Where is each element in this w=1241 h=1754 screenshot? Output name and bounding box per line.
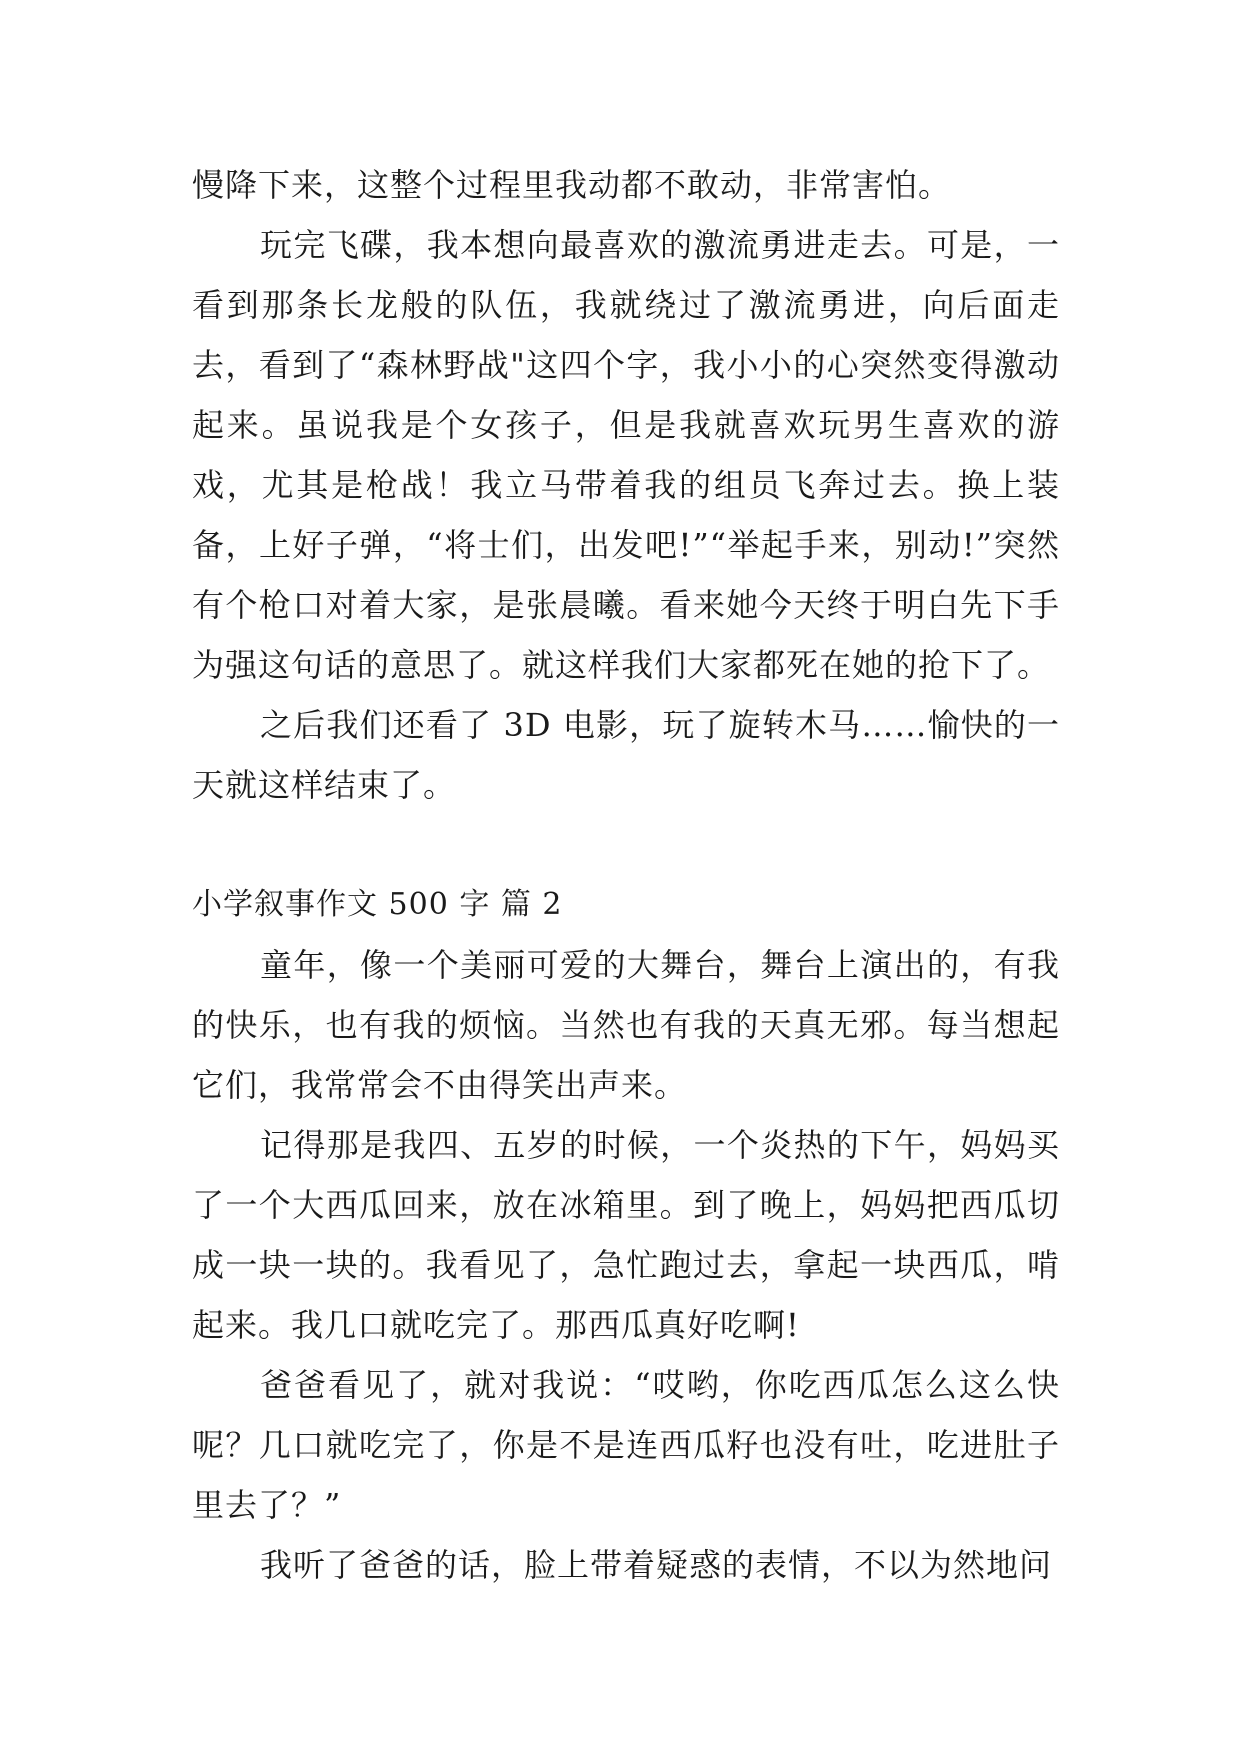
paragraph-childhood: 童年，像一个美丽可爱的大舞台，舞台上演出的，有我的快乐，也有我的烦恼。当然也有我的天真无邪。每当想起它们，我常常会不由得笑出声来。 [192,946,1060,1104]
section-title: 小学叙事作文 500 字 篇 2 [192,887,563,922]
paragraph-flying-saucer: 玩完飞碟，我本想向最喜欢的激流勇进走去。可是，一看到那条长龙般的队伍，我就绕过了激流勇进，向后面走去，看到了“森林野战"这四个字，我小小的心突然变得激动起来。虽说我是个女孩子，但是我就喜欢玩男生喜欢的游戏，尤其是枪战！我立马带着我的组员飞奔过去。换上装备，上好子弹，“将士们，出发吧!”“举起手来，别动!”突然有个枪口对着大家，是张晨曦。看来她今天终于明白先下手为强这句话的意思了。就这样我们大家都死在她的抢下了。 [192,226,1060,684]
paragraph-father-speaks: 爸爸看见了，就对我说：“哎哟，你吃西瓜怎么这么快呢？几口就吃完了，你是不是连西瓜籽也没有吐，吃进肚子里去了？” [192,1366,1060,1524]
paragraph-ending-day: 之后我们还看了 3D 电影，玩了旋转木马……愉快的一天就这样结束了。 [192,706,1060,804]
paragraph-continuation: 慢降下来，这整个过程里我动都不敢动，非常害怕。 [192,166,952,204]
paragraph-question: 我听了爸爸的话，脸上带着疑惑的表情，不以为然地问 [260,1546,1053,1584]
paragraph-watermelon: 记得那是我四、五岁的时候，一个炎热的下午，妈妈买了一个大西瓜回来，放在冰箱里。到了晚上，妈妈把西瓜切成一块一块的。我看见了，急忙跑过去，拿起一块西瓜，啃起来。我几口就吃完了。那西瓜真好吃啊! [192,1126,1060,1344]
document-body [192,155,1060,1595]
